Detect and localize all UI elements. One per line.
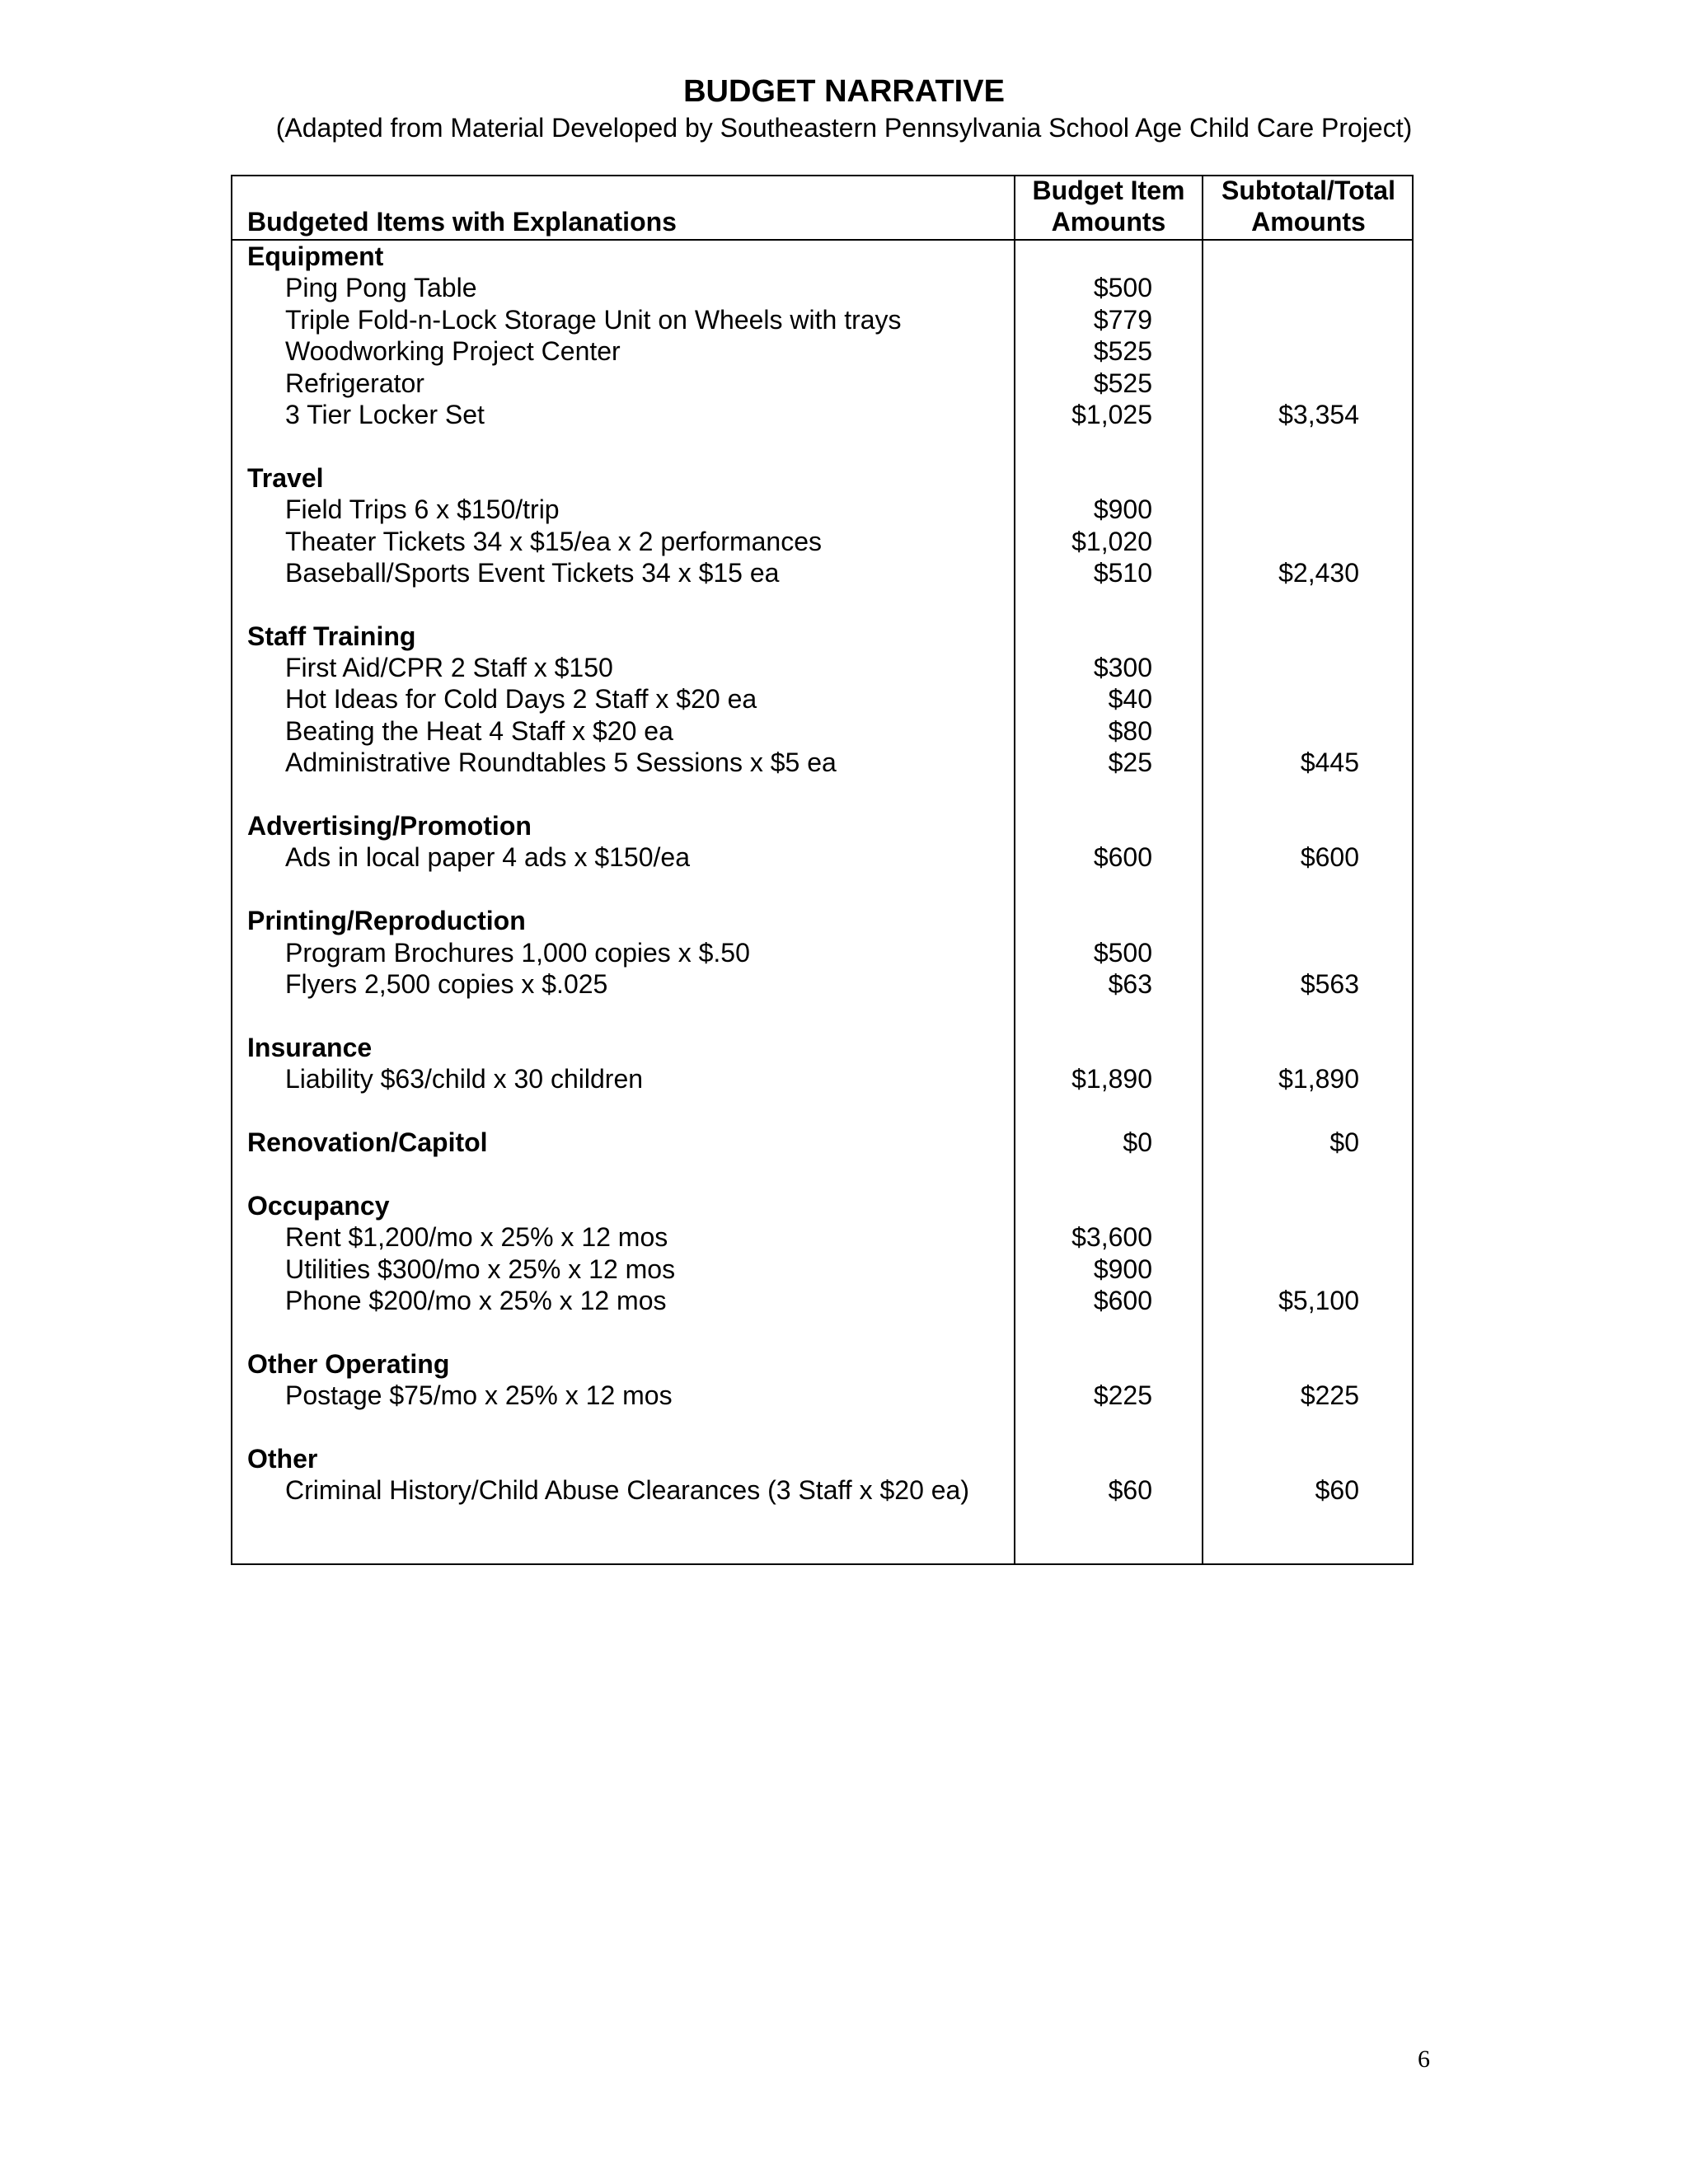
item-amount: $1,025 (1071, 399, 1152, 429)
subtotal-amount: $1,890 (1278, 1064, 1359, 1094)
item-amount: $525 (1093, 336, 1152, 367)
subtotal-amount: $225 (1300, 1380, 1359, 1411)
item-amount: $60 (1108, 1475, 1152, 1506)
item-amount: $600 (1093, 842, 1152, 873)
item-amount: $779 (1093, 304, 1152, 335)
item-label: Ping Pong Table (285, 273, 477, 303)
item-label: 3 Tier Locker Set (285, 399, 485, 429)
subtotal-amount: $3,354 (1278, 399, 1359, 429)
category-row (232, 462, 1412, 494)
item-label: Utilities $300/mo x 25% x 12 mos (285, 1254, 676, 1284)
table-row (232, 968, 1412, 1000)
item-label: Administrative Roundtables 5 Sessions x $5 ea (285, 748, 837, 778)
subtotal-amount: $2,430 (1278, 557, 1359, 588)
table-row (232, 1221, 1412, 1253)
item-amount: $510 (1093, 557, 1152, 588)
subtotal-amount: $600 (1300, 842, 1359, 873)
spacer-row (232, 874, 1412, 905)
item-label: Criminal History/Child Abuse Clearances (3 Staff x $20 ea) (285, 1475, 969, 1506)
table-row (232, 399, 1412, 430)
category-row (232, 241, 1412, 272)
item-amount: $500 (1093, 937, 1152, 968)
page-number: 6 (1418, 2046, 1430, 2073)
subtotal-amount: $0 (1329, 1127, 1359, 1157)
item-amount: $3,600 (1071, 1222, 1152, 1253)
category-label: Other Operating (247, 1348, 450, 1379)
table-row (232, 1254, 1412, 1285)
spacer-row (232, 779, 1412, 810)
category-row (232, 1032, 1412, 1063)
item-amount: $40 (1108, 684, 1152, 715)
subtotal-amount: $60 (1315, 1475, 1359, 1506)
table-row (232, 1285, 1412, 1316)
spacer-row (232, 1000, 1412, 1031)
header-items: Budgeted Items with Explanations (247, 207, 677, 237)
item-amount: $525 (1093, 368, 1152, 398)
table-row (232, 368, 1412, 399)
item-label: Field Trips 6 x $150/trip (285, 494, 560, 525)
item-label: Rent $1,200/mo x 25% x 12 mos (285, 1222, 668, 1253)
document-subtitle: (Adapted from Material Developed by Southeastern Pennsylvania School Age Child Care Project) (275, 113, 1413, 143)
category-label: Printing/Reproduction (247, 906, 526, 936)
subtotal-amount: $563 (1300, 968, 1359, 999)
item-label: Ads in local paper 4 ads x $150/ea (285, 842, 690, 873)
item-amount: $0 (1123, 1127, 1152, 1157)
header-amounts (1015, 175, 1202, 237)
table-row (232, 272, 1412, 303)
category-label: Occupancy (247, 1190, 390, 1221)
item-label: First Aid/CPR 2 Staff x $150 (285, 653, 613, 683)
item-label: Refrigerator (285, 368, 424, 398)
table-body (232, 241, 1412, 1507)
item-amount: $1,890 (1071, 1064, 1152, 1094)
header-totals-line2: Amounts (1251, 207, 1366, 237)
category-label: Staff Training (247, 621, 416, 651)
category-label: Renovation/Capitol (247, 1127, 488, 1157)
document-title: BUDGET NARRATIVE (683, 74, 1005, 109)
header-totals (1203, 175, 1414, 237)
spacer-row (232, 1095, 1412, 1127)
item-amount: $500 (1093, 273, 1152, 303)
item-label: Baseball/Sports Event Tickets 34 x $15 ea (285, 557, 780, 588)
table-row (232, 652, 1412, 683)
table-row (232, 1380, 1412, 1411)
table-row (232, 304, 1412, 335)
item-amount: $600 (1093, 1285, 1152, 1315)
table-row (232, 335, 1412, 367)
item-amount: $300 (1093, 653, 1152, 683)
table-row (232, 937, 1412, 968)
table-row (232, 715, 1412, 747)
item-label: Postage $75/mo x 25% x 12 mos (285, 1380, 673, 1411)
category-row (232, 1190, 1412, 1221)
header-amounts-line1: Budget Item (1032, 176, 1185, 205)
item-label: Beating the Heat 4 Staff x $20 ea (285, 715, 673, 746)
item-amount: $1,020 (1071, 526, 1152, 556)
table-row (232, 683, 1412, 715)
table-row (232, 494, 1412, 525)
item-label: Woodworking Project Center (285, 336, 621, 367)
category-row (232, 1443, 1412, 1474)
item-label: Flyers 2,500 copies x $.025 (285, 968, 608, 999)
table-row (232, 1474, 1412, 1506)
category-label: Insurance (247, 1032, 373, 1062)
category-row (232, 905, 1412, 936)
item-label: Triple Fold-n-Lock Storage Unit on Wheels with trays (285, 304, 902, 335)
budget-table (231, 175, 1414, 1565)
item-amount: $25 (1108, 748, 1152, 778)
subtotal-amount: $445 (1300, 748, 1359, 778)
spacer-row (232, 1411, 1412, 1442)
header-totals-line1: Subtotal/Total (1221, 176, 1395, 205)
category-label: Other (247, 1443, 318, 1474)
item-amount: $80 (1108, 715, 1152, 746)
category-row (232, 810, 1412, 841)
category-row (232, 621, 1412, 652)
item-amount: $900 (1093, 494, 1152, 525)
item-amount: $225 (1093, 1380, 1152, 1411)
category-row (232, 1348, 1412, 1380)
spacer-row (232, 1316, 1412, 1347)
header-amounts-line2: Amounts (1051, 207, 1166, 237)
table-row (232, 526, 1412, 557)
category-row (232, 1127, 1412, 1158)
item-label: Theater Tickets 34 x $15/ea x 2 performances (285, 526, 822, 556)
table-row (232, 747, 1412, 778)
item-label: Phone $200/mo x 25% x 12 mos (285, 1285, 667, 1315)
category-label: Equipment (247, 241, 384, 271)
category-label: Travel (247, 462, 324, 493)
item-label: Hot Ideas for Cold Days 2 Staff x $20 ea (285, 684, 757, 715)
table-row (232, 557, 1412, 588)
spacer-row (232, 588, 1412, 620)
spacer-row (232, 1158, 1412, 1189)
item-amount: $63 (1108, 968, 1152, 999)
category-label: Advertising/Promotion (247, 811, 532, 841)
subtotal-amount: $5,100 (1278, 1285, 1359, 1315)
item-label: Liability $63/child x 30 children (285, 1064, 644, 1094)
item-label: Program Brochures 1,000 copies x $.50 (285, 937, 750, 968)
table-row (232, 841, 1412, 873)
spacer-row (232, 430, 1412, 462)
item-amount: $900 (1093, 1254, 1152, 1284)
table-row (232, 1063, 1412, 1094)
